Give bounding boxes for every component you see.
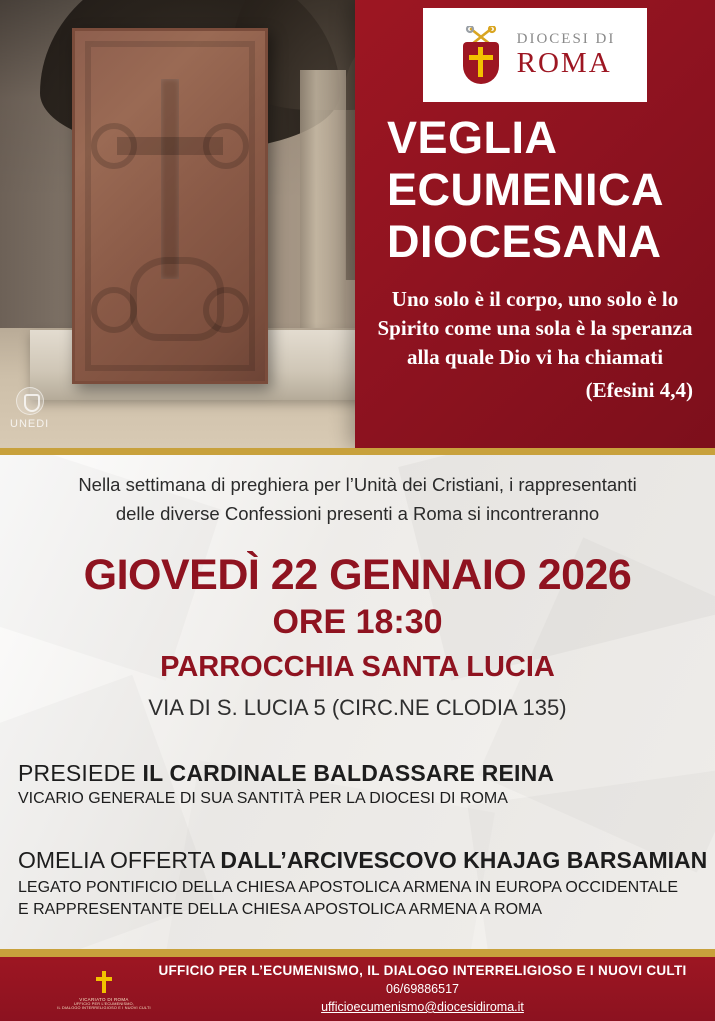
verse-reference: (Efesini 4,4) (585, 378, 693, 402)
khachkar-knot-ornament (130, 257, 224, 341)
footer-contact (150, 963, 715, 1014)
gold-divider-top (0, 448, 715, 455)
title-line-1: VEGLIA (387, 112, 558, 163)
red-title-panel (355, 0, 715, 448)
footer-phone[interactable]: 06/69886517 (386, 982, 459, 996)
presider-subtitle: VICARIO GENERALE DI SUA SANTITÀ PER LA DIOCESI DI ROMA (18, 790, 508, 807)
homily-name: DALL’ARCIVESCOVO KHAJAG BARSAMIAN (220, 847, 708, 873)
footer-crest-line1: VICARIATO DI ROMA (79, 996, 129, 1002)
poster-body (0, 455, 715, 955)
event-address: VIA DI S. LUCIA 5 (CIRC.NE CLODIA 135) (148, 695, 567, 720)
unedi-watermark-label: UNEDI (10, 418, 50, 430)
poster-header (0, 0, 715, 448)
papal-crest-icon (455, 24, 507, 86)
unedi-logo-icon (16, 387, 44, 415)
diocese-logo-line2: ROMA (516, 47, 612, 79)
khachkar-stone-cross (72, 28, 268, 384)
scripture-verse (369, 285, 701, 405)
footer-crest-line2: UFFICIO PER L’ECUMENISMO, (73, 1001, 135, 1006)
event-venue: PARROCCHIA SANTA LUCIA (160, 651, 555, 683)
vicariate-crest-icon (58, 962, 150, 1016)
khachkar-rosette-icon (91, 123, 137, 169)
khachkar-cross-vertical (161, 79, 179, 279)
intro-line-1: Nella settimana di preghiera per l’Unità dei Cristiani, i rappresentanti (78, 474, 637, 495)
footer-crest-line3: IL DIALOGO INTERRELIGIOSO E I NUOVI CULTI (57, 1005, 151, 1010)
footer-email[interactable]: ufficioecumenismo@diocesidiroma.it (321, 1000, 524, 1014)
verse-text: Uno solo è il corpo, uno solo è lo Spirito come una sola è la speranza alla quale Dio vi ha chiamati (377, 287, 693, 369)
diocese-logo-line1: DIOCESI DI (516, 31, 616, 47)
homily-subtitle-1: LEGATO PONTIFICIO DELLA CHIESA APOSTOLICA ARMENA IN EUROPA OCCIDENTALE (18, 879, 679, 896)
intro-text (0, 470, 715, 528)
diocese-logo (423, 8, 647, 102)
presider-name: IL CARDINALE BALDASSARE REINA (142, 760, 555, 786)
gold-divider-bottom (0, 949, 715, 957)
footer-office-name: UFFICIO PER L’ECUMENISMO, IL DIALOGO INTERRELIGIOSO E I NUOVI CULTI (158, 963, 687, 978)
homily-line (18, 847, 707, 874)
photo-column (300, 70, 346, 370)
homily-subtitle-2: E RAPPRESENTANTE DELLA CHIESA APOSTOLICA ARMENA A ROMA (18, 901, 543, 918)
intro-line-2: delle diverse Confessioni presenti a Roma si incontreranno (115, 503, 600, 524)
presider-line (18, 760, 554, 787)
title-line-3: DIOCESANA (387, 216, 662, 267)
unedi-watermark (10, 387, 49, 430)
crest-shield (463, 42, 499, 84)
event-time: ORE 18:30 (272, 603, 443, 641)
poster-footer (0, 957, 715, 1021)
presider-label: PRESIEDE (18, 760, 143, 786)
crest-mark (93, 969, 115, 995)
poster-title (355, 112, 715, 268)
title-line-2: ECUMENICA (387, 164, 665, 215)
khachkar-rosette-icon (203, 123, 249, 169)
homily-label: OMELIA OFFERTA (18, 847, 221, 873)
diocese-logo-text (517, 32, 616, 78)
event-date: GIOVEDÌ 22 GENNAIO 2026 (83, 551, 632, 599)
